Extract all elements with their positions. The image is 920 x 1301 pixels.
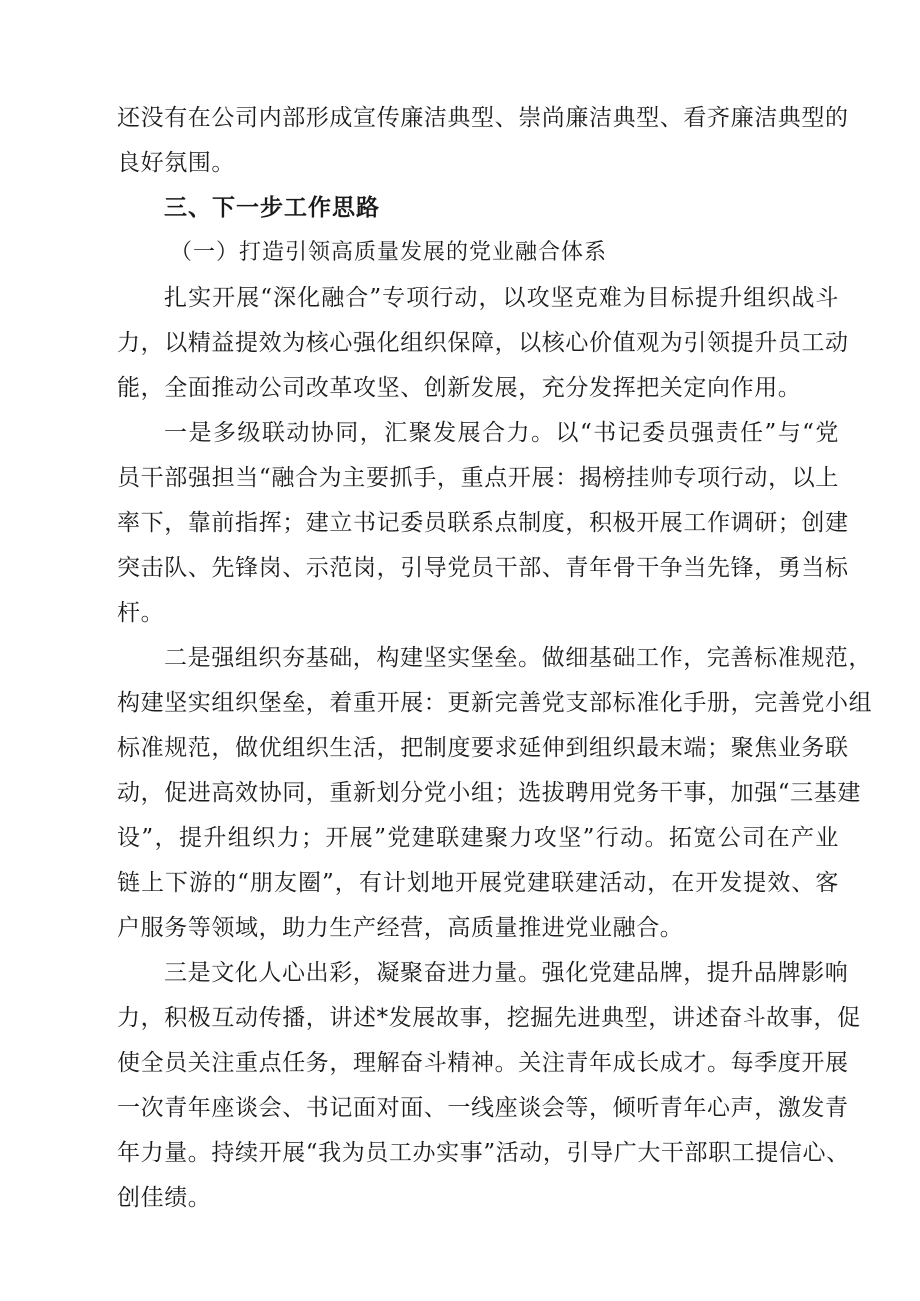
paragraph-line: 二是强组织夯基础，构建坚实堡垒。做细基础工作，完善标准规范， — [164, 645, 872, 671]
subsection-heading: （一）打造引领高质量发展的党业融合体系 — [170, 240, 608, 265]
paragraph-line: 一是多级联动协同，汇聚发展合力。以“书记委员强责任”与“党 — [164, 420, 839, 446]
paragraph-line: 动，促进高效协同，重新划分党小组；选拔聘用党务干事，加强“三基建 — [117, 780, 861, 806]
paragraph-line: 扎实开展“深化融合”专项行动，以攻坚克难为目标提升组织战斗 — [164, 285, 839, 311]
paragraph-line: 户服务等领域，助力生产经营，高质量推进党业融合。 — [117, 915, 684, 941]
paragraph-line: 链上下游的“朋友圈”，有计划地开展党建联建活动，在开发提效、客 — [117, 870, 839, 896]
paragraph-line: 创佳绩。 — [117, 1185, 212, 1211]
paragraph-line: 构建坚实组织堡垒，着重开展：更新完善党支部标准化手册，完善党小组 — [117, 690, 873, 716]
paragraph-line: 杆。 — [117, 600, 165, 626]
paragraph-line: 一次青年座谈会、书记面对面、一线座谈会等，倾听青年心声，激发青 — [117, 1095, 849, 1121]
paragraph-line: 还没有在公司内部形成宣传廉洁典型、崇尚廉洁典型、看齐廉洁典型的 — [117, 105, 849, 131]
section-heading: 三、下一步工作思路 — [164, 195, 380, 221]
paragraph-line: 率下，靠前指挥；建立书记委员联系点制度，积极开展工作调研；创建 — [117, 510, 849, 536]
paragraph-line: 设”，提升组织力；开展”党建联建聚力攻坚”行动。拓宽公司在产业 — [117, 825, 839, 851]
paragraph-line: 力，以精益提效为核心强化组织保障，以核心价值观为引领提升员工动 — [117, 330, 849, 356]
paragraph-line: 能，全面推动公司改革攻坚、创新发展，充分发挥把关定向作用。 — [117, 375, 802, 401]
paragraph-line: 突击队、先锋岗、示范岗，引导党员干部、青年骨干争当先锋，勇当标 — [117, 555, 849, 581]
paragraph-line: 年力量。持续开展“我为员工办实事”活动，引导广大干部职工提信心、 — [117, 1140, 850, 1166]
paragraph-line: 良好氛围。 — [117, 150, 235, 176]
paragraph-line: 三是文化人心出彩，凝聚奋进力量。强化党建品牌，提升品牌影响 — [164, 960, 849, 986]
paragraph-line: 标准规范，做优组织生活，把制度要求延伸到组织最末端；聚焦业务联 — [117, 735, 849, 761]
paragraph-line: 员干部强担当“融合为主要抓手，重点开展：揭榜挂帅专项行动，以上 — [117, 465, 839, 491]
paragraph-line: 力，积极互动传播，讲述*发展故事，挖掘先进典型，讲述奋斗故事，促 — [117, 1005, 861, 1031]
paragraph-line: 使全员关注重点任务，理解奋斗精神。关注青年成长成才。每季度开展 — [117, 1050, 849, 1076]
